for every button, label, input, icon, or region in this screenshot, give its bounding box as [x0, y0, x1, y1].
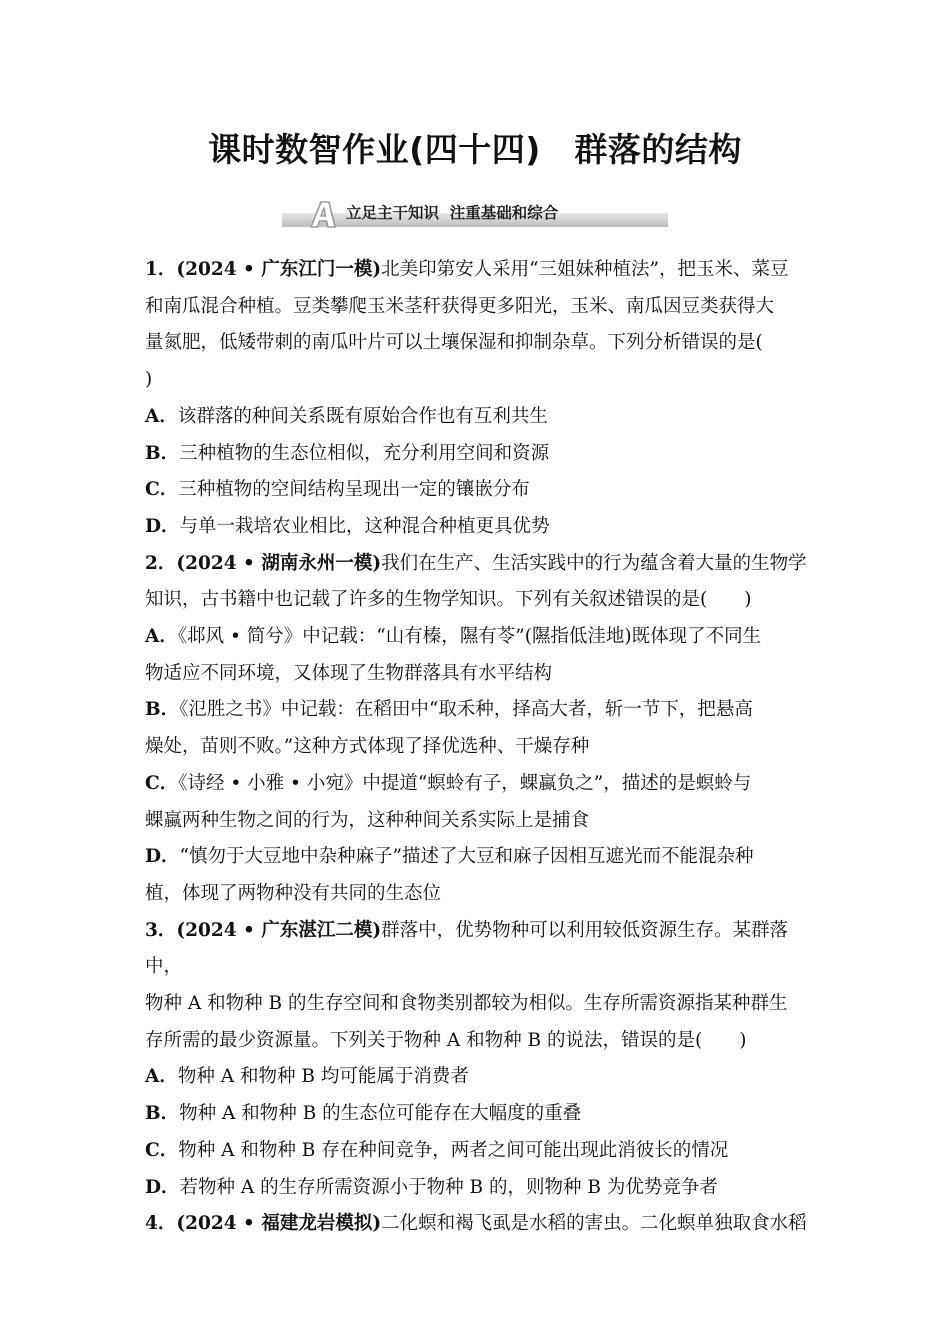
option-text: 物种 A 和物种 B 存在种间竞争，两者之间可能出现此消彼长的情况: [178, 1139, 729, 1161]
question-list: [145, 252, 813, 1243]
option-label: C．: [145, 479, 179, 501]
option-text: 三种植物的生态位相似，充分利用空间和资源: [179, 442, 550, 464]
option-label: D．: [145, 515, 180, 537]
option-label: C．: [145, 772, 179, 794]
q3-option-c: [145, 1133, 813, 1170]
option-text: 若物种 A 的生存所需资源小于物种 B 的，则物种 B 为优势竞争者: [179, 1176, 718, 1198]
option-label: D．: [145, 1176, 180, 1198]
q3-stem-line-3: 存所需的最少资源量。下列关于物种 A 和物种 B 的说法，错误的是( ): [145, 1029, 747, 1051]
q2-stem-text: 我们在生产、生活实践中的行为蕴含着大量的生物学: [381, 552, 807, 574]
q2-option-d-line-2: 植，体现了两物种没有共同的生态位: [145, 882, 442, 904]
q3-number: 3．: [145, 919, 177, 941]
q1-option-d: [145, 509, 813, 546]
q2-option-d-line-1: [145, 839, 813, 876]
q1-option-c: [145, 472, 813, 509]
option-text: 三种植物的空间结构呈现出一定的镶嵌分布: [178, 479, 530, 501]
q1-stem-text: 北美印第安人采用“三姐妹种植法”，把玉米、菜豆: [381, 259, 789, 280]
option-label: B．: [145, 699, 180, 721]
option-text: “慎勿于大豆地中杂种麻子”描述了大豆和麻子因相互遮光而不能混杂种: [179, 846, 754, 868]
q2-option-b-line-1: [145, 692, 813, 729]
q3-stem-line-2: 物种 A 和物种 B 的生存空间和食物类别都较为相似。生存所需资源指某种群生: [145, 993, 788, 1015]
q3-option-a: [145, 1059, 813, 1096]
q2-source: (2024 • 湖南永州一模): [176, 552, 382, 574]
option-label: B．: [145, 442, 180, 464]
option-label: A．: [145, 1066, 178, 1088]
option-label: D．: [145, 846, 180, 868]
q1-number: 1．: [145, 259, 177, 280]
q2-option-c-line-1: [145, 766, 813, 803]
q2-stem-line-2: 知识，古书籍中也记载了许多的生物学知识。下列有关叙述错误的是( ): [145, 589, 752, 611]
q4-number: 4．: [145, 1213, 177, 1235]
option-text: 《氾胜之书》中记载：在稻田中“取禾种，择高大者，斩一节下，把悬高: [179, 699, 753, 721]
q3-option-d: [145, 1170, 813, 1207]
q2-option-a-line-2: 物适应不同环境，又体现了生物群落具有水平结构: [145, 662, 553, 684]
option-label: B．: [145, 1103, 180, 1125]
option-text: 物种 A 和物种 B 的生态位可能存在大幅度的重叠: [179, 1103, 582, 1125]
letter-a-icon: [308, 200, 338, 228]
q1-option-b: [145, 436, 813, 473]
q2-stem-line-1: [145, 546, 813, 583]
option-label: A．: [145, 626, 178, 648]
q3-option-b: [145, 1096, 813, 1133]
q1-stem-line-3: 量氮肥，低矮带刺的南瓜叶片可以土壤保湿和抑制杂草。下列分析错误的是(: [145, 332, 763, 354]
q2-option-b-line-2: 燥处，苗则不败。”这种方式体现了择优选种、干燥存种: [145, 736, 590, 758]
q2-option-c-line-2: 蜾蠃两种生物之间的行为，这种种间关系实际上是捕食: [145, 809, 590, 831]
option-label: A．: [145, 405, 178, 427]
option-text: 《邶风 • 简兮》中记载：“山有榛，隰有苓”(隰指低洼地)既体现了不同生: [177, 626, 762, 648]
option-label: C．: [145, 1139, 179, 1161]
q1-stem-line-1: [145, 252, 813, 289]
banner-text: 立足主干知识 注重基础和综合: [346, 204, 559, 222]
option-text: 《诗经 • 小雅 • 小宛》中提道“螟蛉有子，蜾蠃负之”，描述的是螟蛉与: [178, 772, 752, 794]
q2-number: 2．: [145, 552, 177, 574]
q1-stem-line-4: ): [145, 369, 153, 391]
option-text: 该群落的种间关系既有原始合作也有互利共生: [177, 405, 548, 427]
q4-stem-text: 二化螟和褐飞虱是水稻的害虫。二化螟单独取食水稻: [381, 1213, 807, 1235]
option-text: 物种 A 和物种 B 均可能属于消费者: [177, 1066, 469, 1088]
q1-stem-line-2: 和南瓜混合种植。豆类攀爬玉米茎秆获得更多阳光，玉米、南瓜因豆类获得大: [145, 295, 775, 317]
option-text: 与单一栽培农业相比，这种混合种植更具优势: [179, 515, 550, 537]
page-title: 课时数智作业(四十四) 群落的结构: [208, 130, 742, 169]
q2-option-a-line-1: [145, 619, 813, 656]
q4-stem-line-1: [145, 1206, 813, 1243]
q4-source: (2024 • 福建龙岩模拟): [176, 1213, 382, 1235]
q3-stem-line-1: [145, 913, 813, 986]
section-banner: [282, 200, 668, 228]
q1-source: (2024 • 广东江门一模): [176, 259, 382, 280]
q1-option-a: [145, 399, 813, 436]
q3-source: (2024 • 广东湛江二模): [176, 919, 382, 941]
q3-stem-text: 群落中，优势物种可以利用较低资源生存。某群落中，: [145, 919, 789, 978]
